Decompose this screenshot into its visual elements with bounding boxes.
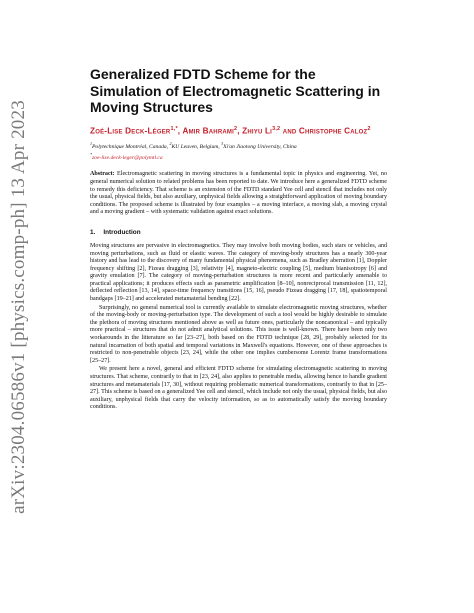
affiliation-marker: 1 bbox=[90, 141, 92, 147]
section-title: Introduction bbox=[103, 228, 141, 236]
author-name: Christophe Caloz bbox=[298, 126, 368, 136]
author-list bbox=[90, 124, 387, 137]
author-name: Zhiyu Li bbox=[242, 126, 273, 136]
affiliation-marker: 3 bbox=[221, 141, 224, 147]
author-separator: , bbox=[237, 126, 243, 136]
affiliation-text: KU Leuven, Belgium, bbox=[171, 144, 222, 151]
email-marker: * bbox=[90, 152, 92, 158]
affiliations bbox=[90, 140, 387, 162]
section-heading bbox=[90, 229, 387, 236]
author-separator: , bbox=[177, 126, 183, 136]
author-name: Zoé-Lise Deck-Léger bbox=[90, 126, 171, 136]
abstract-text: Electromagnetic scattering in moving structures is a fundamental topic in physics and engineering. Yet, no general numerical solution to related problems has been reported to date. We introduce here a generalized FDTD scheme to remedy this deficiency. That scheme is an extension of the FDTD standard Yee cell and stencil that includes not only the usual, physical fields, but also auxiliary, unphysical fields allowing a straightforward application of moving boundary conditions. The proposed scheme is illustrated by four examples – a moving interface, a moving slab, a moving crystal and a moving gradient – with systematic validation against exact solutions. bbox=[90, 171, 388, 216]
affiliation-text: Xi'an Jiaotong University, China bbox=[223, 144, 297, 151]
corresponding-email-link[interactable]: zoe-lise.deck-leger@polymtl.ca bbox=[92, 155, 163, 162]
affiliation-marker: 2 bbox=[169, 141, 172, 147]
author-affiliation-marker: 1,* bbox=[170, 125, 178, 132]
arxiv-stamp-text: arXiv:2304.06586v1 [physics.comp-ph] 13 Apr 2023 bbox=[8, 99, 29, 514]
body-paragraph: Moving structures are pervasive in electromagnetics. They may involve both moving bodies, such stars or vehicles, and moving perturbations, such as fluid or elastic waves. The category of moving-body structures has a nearly 300-year history and has lead to the discovery of many fundamental physical phenomena, such as Bradley aberration [1], Doppler frequency shifting [2], Fizeau dragging [3], relativity [4], magneto-electric coupling [5], medium bianisotropy [6] and gravity emulation [7]. The category of moving-perturbation structures is more recent and particularly amenable to practical applications; it produces effects such as parametric amplification [8–10], nonreciprocal transmission [11, 12], deflected reflection [13, 14], space-time frequency transitions [15, 16], pseudo Fizeau dragging [17, 18], spatiotemporal bandgaps [19–21] and accelerated metamaterial bending [22]. bbox=[90, 242, 387, 303]
author-and: and bbox=[280, 126, 299, 136]
paper-page bbox=[90, 66, 387, 412]
corresponding-email-line bbox=[90, 151, 387, 162]
body-paragraph: Surprisingly, no general numerical tool is currently available to simulate electromagnetic moving structures, whether of the moving-body or moving-perturbation type. The development of such a tool would be highly desirable to simulate the plethora of moving structures mentioned above as well as future ones, particularly the noncanonical – and typically more practical – structures that do not admit analytical solutions. This issue is well-known. There have been only two workarounds in the litterature so far [23–27], both based on the FDTD technique [28, 29], probably selected for its natural incarnation of both spatial and temporal variations in Maxwell's equations. However, one of these approaches is restricted to non-penetrable objects [23, 24], while the other one implies cumbersome Lorentz frame transformations [25–27]. bbox=[90, 304, 387, 364]
author-affiliation-marker: 3,2 bbox=[272, 125, 281, 132]
author-name: Amir Bahrami bbox=[182, 126, 234, 136]
paper-title: Generalized FDTD Scheme for the Simulation of Electromagnetic Scattering in Moving Structures bbox=[90, 66, 381, 115]
abstract bbox=[90, 171, 387, 217]
section-number: 1. bbox=[90, 228, 96, 236]
author-affiliation-marker: 2 bbox=[233, 125, 238, 132]
author-affiliation-marker: 2 bbox=[367, 125, 371, 132]
affiliation-text: Polytechnique Montréal, Canada, bbox=[92, 144, 170, 151]
arxiv-identifier-stamp bbox=[0, 0, 38, 613]
abstract-label: Abstract: bbox=[90, 171, 115, 178]
affiliation-line bbox=[90, 140, 387, 151]
body-paragraph: We present here a novel, general and efficient FDTD scheme for simulating electromagnetic scattering in moving structures. That scheme, contrarily to that in [23, 24], also applies to penetrable media, allowing hence to handle gradient structures and metamaterials [17, 30], without requiring problematic numerical transformations, contrarily to that in [25–27]. This scheme is based on a generalized Yee cell and stencil, which include not only the usual, physical fields, but also auxiliary, unphysical fields that carry the velocity information, so as to automatically satisfy the moving boundary conditions. bbox=[90, 366, 387, 411]
